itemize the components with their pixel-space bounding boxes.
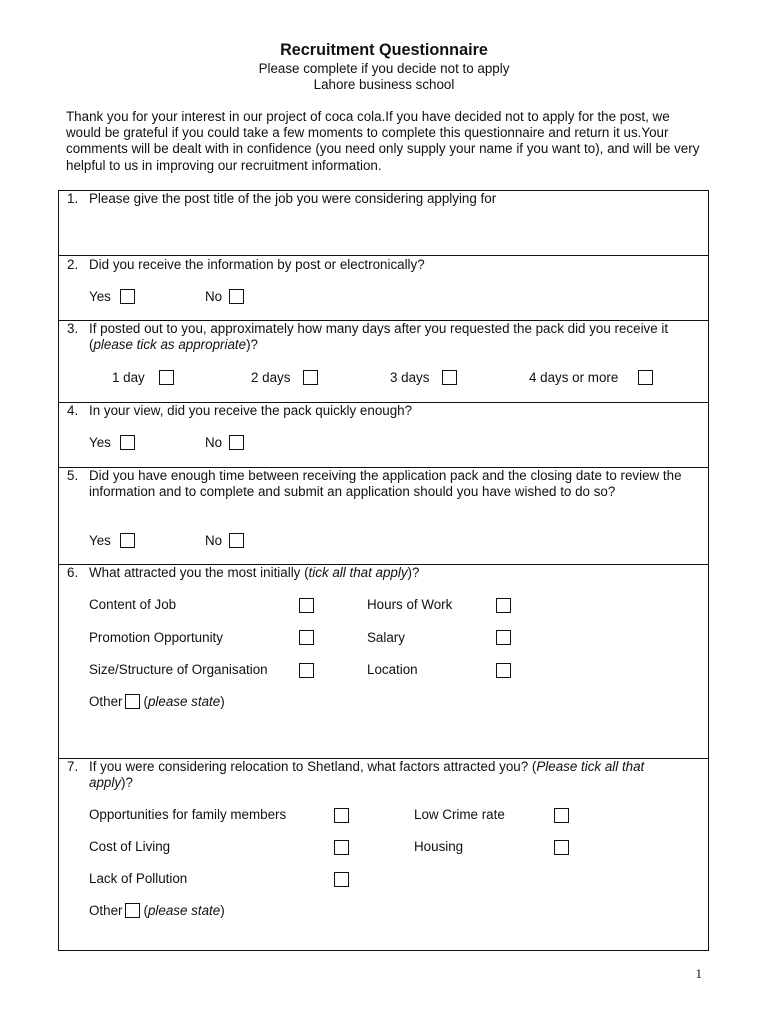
q2-no-checkbox[interactable] bbox=[229, 289, 244, 304]
q3-3-days-checkbox[interactable] bbox=[442, 370, 457, 385]
question-2-text: Did you receive the information by post or electronically? bbox=[89, 257, 425, 272]
question-number: 5. bbox=[67, 468, 79, 483]
question-number: 3. bbox=[67, 321, 79, 336]
no-label: No bbox=[205, 435, 223, 450]
question-number: 1. bbox=[67, 191, 79, 206]
option-label: Hours of Work bbox=[367, 597, 453, 612]
school-name: Lahore business school bbox=[313, 77, 455, 92]
question-number: 7. bbox=[67, 759, 79, 774]
question-5-row bbox=[59, 468, 708, 565]
question-4-text: In your view, did you receive the pack quickly enough? bbox=[89, 403, 413, 418]
q6-promotion-checkbox[interactable] bbox=[299, 630, 314, 645]
q6-location-checkbox[interactable] bbox=[496, 663, 511, 678]
option-label: Size/Structure of Organisation bbox=[89, 662, 268, 677]
question-5-text: Did you have enough time between receiving the application pack and the closing date to review the information and to complete and submit an application should you have wished to do so? bbox=[89, 468, 682, 500]
option-label: Low Crime rate bbox=[414, 807, 505, 822]
intro-paragraph: Thank you for your interest in our project of coca cola.If you have decided not to apply for the post, we would be grateful if you could take a few moments to complete this questionnaire and return it us.Your comments will be dealt with in confidence (you need only supply your name if you want to), and will be very helpful to us in improving our recruitment information. bbox=[66, 109, 700, 173]
no-label: No bbox=[205, 533, 223, 548]
please-state-note: please state bbox=[147, 903, 221, 918]
yes-label: Yes bbox=[89, 435, 111, 450]
question-6-text: What attracted you the most initially (tick all that apply)? bbox=[89, 565, 420, 580]
q4-yes-checkbox[interactable] bbox=[120, 435, 135, 450]
question-7-text: If you were considering relocation to Shetland, what factors attracted you? (Please tick all that apply)? bbox=[89, 759, 645, 791]
q3-1-day-checkbox[interactable] bbox=[159, 370, 174, 385]
q7-family-opportunities-checkbox[interactable] bbox=[334, 808, 349, 823]
question-3-text: If posted out to you, approximately how many days after you requested the pack did you receive it (please tick as appropriate)? bbox=[89, 321, 669, 353]
question-2-row bbox=[59, 256, 708, 321]
question-1-row bbox=[59, 191, 708, 256]
q2-yes-checkbox[interactable] bbox=[120, 289, 135, 304]
other-label: Other bbox=[89, 903, 123, 918]
option-label: Content of Job bbox=[89, 597, 177, 612]
question-4-row bbox=[59, 403, 708, 468]
question-6-row bbox=[59, 565, 708, 759]
q7-housing-checkbox[interactable] bbox=[554, 840, 569, 855]
page-title: Recruitment Questionnaire bbox=[280, 41, 488, 59]
q6-other-checkbox[interactable] bbox=[125, 694, 140, 709]
q7-low-crime-checkbox[interactable] bbox=[554, 808, 569, 823]
option-label: Lack of Pollution bbox=[89, 871, 188, 886]
q3-4-days-checkbox[interactable] bbox=[638, 370, 653, 385]
please-state-note: please state bbox=[147, 694, 221, 709]
question-number: 6. bbox=[67, 565, 79, 580]
q7-cost-of-living-checkbox[interactable] bbox=[334, 840, 349, 855]
option-label: Promotion Opportunity bbox=[89, 630, 223, 645]
q3-2-days-checkbox[interactable] bbox=[303, 370, 318, 385]
q6-salary-checkbox[interactable] bbox=[496, 630, 511, 645]
question-number: 2. bbox=[67, 257, 79, 272]
option-label: Location bbox=[367, 662, 418, 677]
option-label: 2 days bbox=[251, 370, 291, 385]
q5-no-checkbox[interactable] bbox=[229, 533, 244, 548]
option-label: 3 days bbox=[390, 370, 430, 385]
page-subtitle: Please complete if you decide not to apply bbox=[258, 61, 510, 76]
q6-size-structure-checkbox[interactable] bbox=[299, 663, 314, 678]
yes-label: Yes bbox=[89, 533, 111, 548]
other-label: Other bbox=[89, 694, 123, 709]
no-label: No bbox=[205, 289, 223, 304]
question-7-row bbox=[59, 759, 708, 950]
q6-hours-of-work-checkbox[interactable] bbox=[496, 598, 511, 613]
option-label: Housing bbox=[414, 839, 464, 854]
question-3-row bbox=[59, 321, 708, 403]
question-1-text: Please give the post title of the job you were considering applying for bbox=[89, 191, 497, 206]
questions-table bbox=[58, 190, 709, 951]
option-label: Salary bbox=[367, 630, 405, 645]
q7-lack-of-pollution-checkbox[interactable] bbox=[334, 872, 349, 887]
option-label: Cost of Living bbox=[89, 839, 171, 854]
page-number: 1 bbox=[695, 966, 702, 981]
yes-label: Yes bbox=[89, 289, 111, 304]
question-number: 4. bbox=[67, 403, 79, 418]
q6-other-option: Other (please state) bbox=[89, 694, 225, 709]
option-label: Opportunities for family members bbox=[89, 807, 287, 822]
option-label: 1 day bbox=[112, 370, 145, 385]
q6-content-of-job-checkbox[interactable] bbox=[299, 598, 314, 613]
q5-yes-checkbox[interactable] bbox=[120, 533, 135, 548]
q4-no-checkbox[interactable] bbox=[229, 435, 244, 450]
q7-other-checkbox[interactable] bbox=[125, 903, 140, 918]
option-label: 4 days or more bbox=[529, 370, 619, 385]
q7-other-option: Other (please state) bbox=[89, 903, 225, 918]
